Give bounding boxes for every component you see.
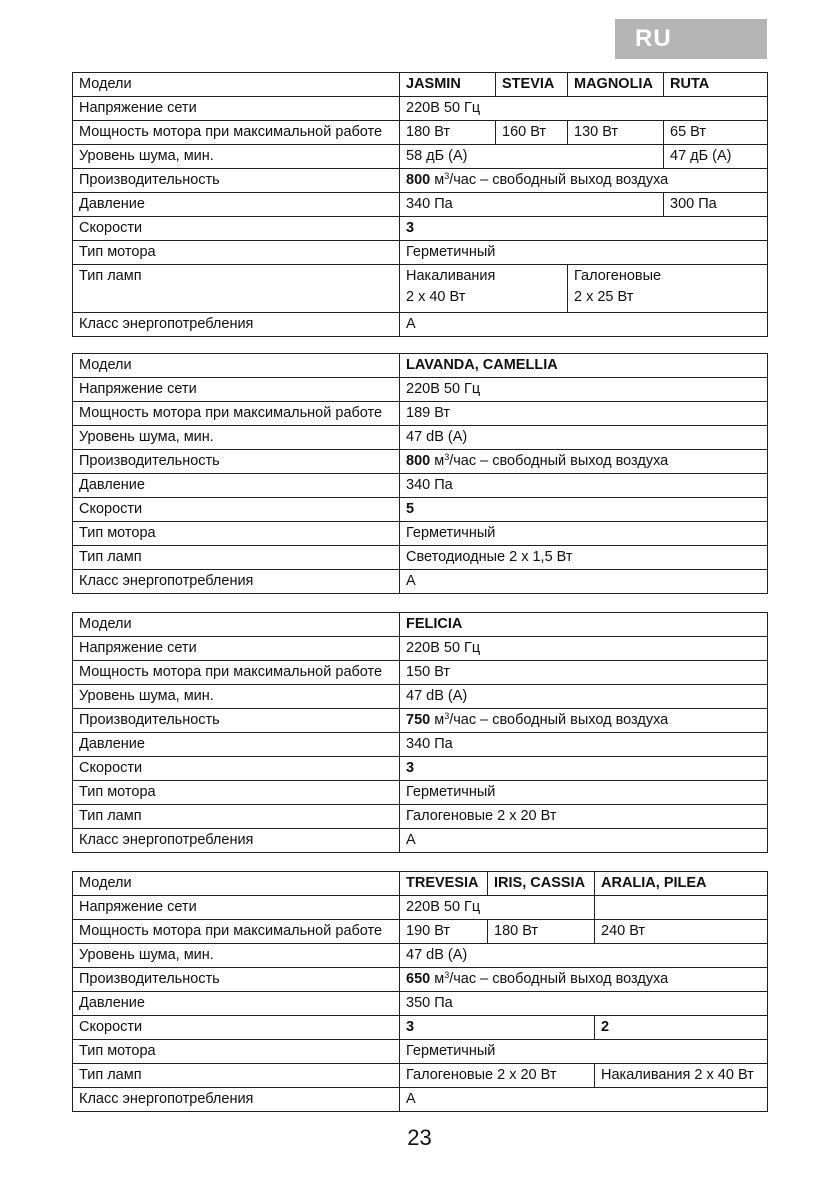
energy-class-value: A: [400, 570, 768, 594]
capacity-value: [400, 968, 768, 992]
row-label-pressure: Давление: [73, 992, 400, 1016]
noise-value: 47 dB (A): [400, 426, 768, 450]
power-value: 150 Вт: [400, 661, 768, 685]
row-label-capacity: Производительность: [73, 169, 400, 193]
row-label-models: Модели: [73, 73, 400, 97]
row-label-noise: Уровень шума, мин.: [73, 426, 400, 450]
row-label-lamp-type: [73, 265, 400, 313]
pressure-value: 300 Па: [664, 193, 768, 217]
row-label-lamp-type: Тип ламп: [73, 546, 400, 570]
row-label-motor-power: Мощность мотора при максимальной работе: [73, 121, 400, 145]
motor-type-value: Герметичный: [400, 241, 768, 265]
capacity-rest: /час – свободный выход воздуха: [449, 971, 669, 987]
voltage-value: 220В 50 Гц: [400, 896, 595, 920]
motor-type-value: Герметичный: [400, 1040, 768, 1064]
table-row: [73, 1088, 768, 1112]
row-label-motor-power: Мощность мотора при максимальной работе: [73, 920, 400, 944]
row-label-noise: Уровень шума, мин.: [73, 685, 400, 709]
row-label-noise: Уровень шума, мин.: [73, 145, 400, 169]
table-row: [73, 613, 768, 637]
table-row: [73, 733, 768, 757]
table-row: [73, 313, 768, 337]
table-row: [73, 546, 768, 570]
row-label-motor-type: Тип мотора: [73, 781, 400, 805]
capacity-number: 800: [406, 172, 431, 188]
lamp-line: Накаливания: [406, 268, 496, 284]
table-row: [73, 169, 768, 193]
model-name: STEVIA: [496, 73, 568, 97]
row-label-energy-class: Класс энергопотребления: [73, 829, 400, 853]
row-label-voltage: Напряжение сети: [73, 378, 400, 402]
table-row: [73, 474, 768, 498]
table-row: [73, 757, 768, 781]
table-row: [73, 829, 768, 853]
model-name: JASMIN: [400, 73, 496, 97]
power-value: 130 Вт: [568, 121, 664, 145]
row-label-models: Модели: [73, 613, 400, 637]
table-row: [73, 73, 768, 97]
language-badge: RU: [615, 19, 767, 59]
table-row: [73, 402, 768, 426]
capacity-unit: м: [434, 712, 445, 728]
lamp-line: Галогеновые: [574, 268, 662, 284]
motor-type-value: Герметичный: [400, 781, 768, 805]
table-row: [73, 265, 768, 313]
voltage-value: 220В 50 Гц: [400, 378, 768, 402]
model-name: RUTA: [664, 73, 768, 97]
pressure-value: 340 Па: [400, 193, 664, 217]
motor-type-value: Герметичный: [400, 522, 768, 546]
capacity-number: 650: [406, 971, 431, 987]
energy-class-value: A: [400, 1088, 768, 1112]
row-label-motor-power: Мощность мотора при максимальной работе: [73, 402, 400, 426]
spec-table-trevesia-iris-aralia: [72, 871, 768, 1112]
capacity-number: 750: [406, 712, 431, 728]
noise-value: 47 dB (A): [400, 944, 768, 968]
power-value: 180 Вт: [400, 121, 496, 145]
speeds-value: 5: [400, 498, 768, 522]
table-row: [73, 97, 768, 121]
table-row: [73, 241, 768, 265]
noise-value: 58 дБ (A): [400, 145, 664, 169]
power-value: 160 Вт: [496, 121, 568, 145]
row-label-capacity: Производительность: [73, 450, 400, 474]
row-label-pressure: Давление: [73, 193, 400, 217]
table-row: [73, 709, 768, 733]
capacity-rest: /час – свободный выход воздуха: [449, 712, 669, 728]
capacity-unit-sup: 3: [444, 452, 450, 462]
capacity-unit: м: [434, 971, 445, 987]
row-label-lamp-type: Тип ламп: [73, 1064, 400, 1088]
speeds-value: 3: [400, 217, 768, 241]
capacity-unit-sup: 3: [444, 970, 450, 980]
energy-class-value: A: [400, 313, 768, 337]
capacity-unit: м: [434, 172, 445, 188]
table-row: [73, 450, 768, 474]
lamp-type-label: Тип ламп: [79, 268, 142, 284]
row-label-motor-power: Мощность мотора при максимальной работе: [73, 661, 400, 685]
table-row: [73, 498, 768, 522]
table-row: [73, 661, 768, 685]
row-label-speeds: Скорости: [73, 757, 400, 781]
row-label-capacity: Производительность: [73, 968, 400, 992]
table-row: [73, 992, 768, 1016]
lamp-value: [400, 265, 568, 313]
row-label-voltage: Напряжение сети: [73, 896, 400, 920]
speeds-value: 2: [595, 1016, 768, 1040]
lamp-value: [568, 265, 768, 313]
model-name: LAVANDA, CAMELLIA: [400, 354, 768, 378]
row-label-lamp-type: Тип ламп: [73, 805, 400, 829]
table-row: [73, 872, 768, 896]
capacity-value: [400, 450, 768, 474]
noise-value: 47 dB (A): [400, 685, 768, 709]
voltage-value: 220В 50 Гц: [400, 637, 768, 661]
table-row: [73, 805, 768, 829]
power-value: 180 Вт: [488, 920, 595, 944]
page-number: 23: [407, 1125, 432, 1150]
power-value: 190 Вт: [400, 920, 488, 944]
row-label-pressure: Давление: [73, 733, 400, 757]
table-row: [73, 217, 768, 241]
voltage-value: 220В 50 Гц: [400, 97, 768, 121]
model-name: FELICIA: [400, 613, 768, 637]
row-label-motor-type: Тип мотора: [73, 1040, 400, 1064]
capacity-number: 800: [406, 453, 431, 469]
spec-table-lavanda-camellia: [72, 353, 768, 594]
row-label-speeds: Скорости: [73, 498, 400, 522]
capacity-unit: м: [434, 453, 445, 469]
pressure-value: 350 Па: [400, 992, 768, 1016]
lamp-value: Галогеновые 2 х 20 Вт: [400, 1064, 595, 1088]
table-row: [73, 1040, 768, 1064]
model-name: ARALIA, PILEA: [595, 872, 768, 896]
row-label-models: Модели: [73, 872, 400, 896]
row-label-voltage: Напряжение сети: [73, 637, 400, 661]
row-label-pressure: Давление: [73, 474, 400, 498]
row-label-speeds: Скорости: [73, 217, 400, 241]
table-row: [73, 637, 768, 661]
power-value: 65 Вт: [664, 121, 768, 145]
capacity-unit-sup: 3: [444, 171, 450, 181]
power-value: 189 Вт: [400, 402, 768, 426]
energy-class-value: A: [400, 829, 768, 853]
speeds-value: 3: [400, 1016, 595, 1040]
table-row: [73, 121, 768, 145]
lamp-line: 2 х 25 Вт: [574, 289, 634, 305]
spec-table-jasmin-stevia-magnolia-ruta: [72, 72, 768, 337]
row-label-models: Модели: [73, 354, 400, 378]
capacity-unit-sup: 3: [444, 711, 450, 721]
capacity-rest: /час – свободный выход воздуха: [449, 453, 669, 469]
row-label-energy-class: Класс энергопотребления: [73, 570, 400, 594]
row-label-capacity: Производительность: [73, 709, 400, 733]
lamp-value: Галогеновые 2 х 20 Вт: [400, 805, 768, 829]
row-label-motor-type: Тип мотора: [73, 522, 400, 546]
row-label-speeds: Скорости: [73, 1016, 400, 1040]
lamp-value: Светодиодные 2 х 1,5 Вт: [400, 546, 768, 570]
row-label-voltage: Напряжение сети: [73, 97, 400, 121]
model-name: IRIS, CASSIA: [488, 872, 595, 896]
lamp-value: Накаливания 2 х 40 Вт: [595, 1064, 768, 1088]
table-row: [73, 685, 768, 709]
speeds-value: 3: [400, 757, 768, 781]
table-row: [73, 920, 768, 944]
table-row: [73, 968, 768, 992]
table-row: [73, 522, 768, 546]
table-row: [73, 378, 768, 402]
table-row: [73, 570, 768, 594]
row-label-noise: Уровень шума, мин.: [73, 944, 400, 968]
table-row: [73, 781, 768, 805]
table-row: [73, 1016, 768, 1040]
row-label-energy-class: Класс энергопотребления: [73, 1088, 400, 1112]
table-row: [73, 1064, 768, 1088]
row-label-motor-type: Тип мотора: [73, 241, 400, 265]
table-row: [73, 193, 768, 217]
empty-cell: [595, 896, 768, 920]
model-name: TREVESIA: [400, 872, 488, 896]
lamp-line: 2 х 40 Вт: [406, 289, 466, 305]
table-row: [73, 426, 768, 450]
pressure-value: 340 Па: [400, 733, 768, 757]
table-row: [73, 145, 768, 169]
table-row: [73, 354, 768, 378]
table-row: [73, 944, 768, 968]
pressure-value: 340 Па: [400, 474, 768, 498]
power-value: 240 Вт: [595, 920, 768, 944]
spec-table-felicia: [72, 612, 768, 853]
model-name: MAGNOLIA: [568, 73, 664, 97]
row-label-energy-class: Класс энергопотребления: [73, 313, 400, 337]
capacity-rest: /час – свободный выход воздуха: [449, 172, 669, 188]
capacity-value: [400, 169, 768, 193]
capacity-value: [400, 709, 768, 733]
noise-value: 47 дБ (A): [664, 145, 768, 169]
table-row: [73, 896, 768, 920]
